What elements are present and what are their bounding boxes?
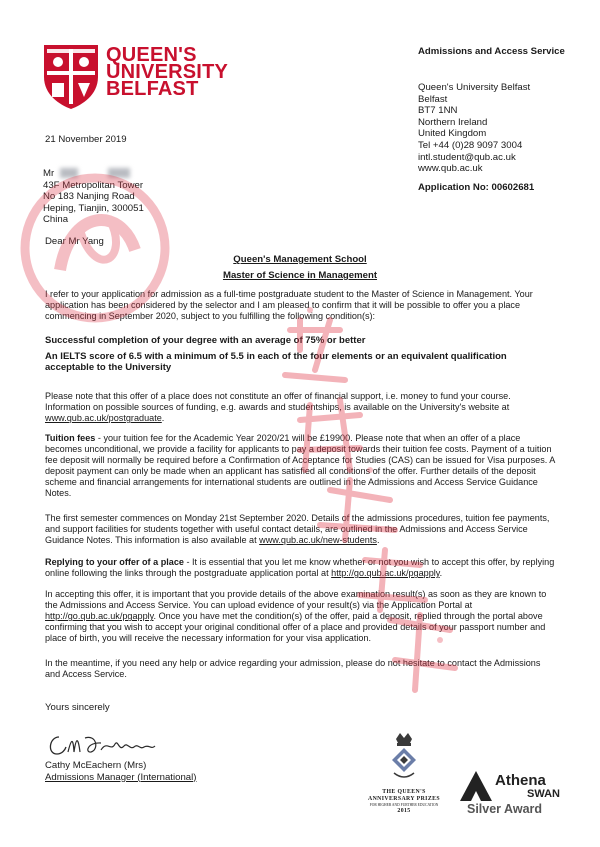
signatory-name: Cathy McEachern (Mrs) xyxy=(45,760,147,771)
address-line: Belfast xyxy=(418,93,448,105)
qap-title-2: ANNIVERSARY PRIZES xyxy=(367,796,440,802)
university-wordmark xyxy=(106,44,229,100)
address-phone: Tel +44 (0)28 9097 3004 xyxy=(418,139,523,151)
recipient-line: China xyxy=(43,214,69,225)
punctuation: . xyxy=(161,413,165,424)
address-website: www.qub.ac.uk xyxy=(418,163,483,175)
meantime-paragraph: In the meantime, if you need any help or advice regarding your admission, please do not hesitate to contact the Admissions and Access Service. xyxy=(45,658,541,680)
qap-subtitle: FOR HIGHER AND FURTHER EDUCATION xyxy=(369,803,439,807)
recipient-line: 43F Metropolitan Tower xyxy=(43,179,144,191)
silver-award-label: Silver Award xyxy=(467,802,543,816)
postgraduate-link[interactable]: www.qub.ac.uk/postgraduate xyxy=(45,413,162,424)
athena-wordmark: Athena xyxy=(495,772,546,789)
swan-wordmark: SWAN xyxy=(527,788,560,800)
salutation: Dear Mr Yang xyxy=(45,236,104,247)
punctuation: . xyxy=(376,535,380,546)
semester-paragraph xyxy=(45,513,557,546)
semester-text: The first semester commences on Monday 21st September 2020. Details of the admissions procedures, tuition fee payments, and support facilities for students together with useful contact details, are outlined in the Admissions and Access Service Guidance Notes. This information is also available at xyxy=(45,513,550,546)
reply-heading: Replying to your offer of a place xyxy=(45,557,184,567)
accepting-text-1: In accepting this offer, it is important that you provide details of the above examination result(s) as soon as they are known to the Admissions and Access Service. You can upload evidence of your result(s) via the Application Portal at xyxy=(45,589,547,611)
signatory-block xyxy=(45,760,196,783)
recipient-line: No 183 Nanjing Road xyxy=(43,191,135,202)
accepting-paragraph xyxy=(45,589,557,644)
wordmark-line-1: QUEEN'S xyxy=(106,44,197,66)
application-number: Application No: 00602681 xyxy=(418,182,535,193)
queens-anniversary-prizes-logo xyxy=(350,729,458,815)
address-line: United Kingdom xyxy=(418,128,487,140)
recipient-title: Mr xyxy=(43,168,55,179)
fees-text: - your tuition fee for the Academic Year 2020/21 will be £19900. Please note that when an offer of a place becomes unconditional, we provide a facility for applicants to pay a deposit towards their tuition fee costs. Payment of a tuition fee deposit will normally be required before a Confirmation of Acceptance for Studies (CAS) can be issued for Visa purposes. A deposit payment can only be made when an applicant has satisfied all conditions of the offer. Further details of the deposit scheme and financial arrangements for international students are outlined in the Admissions and Access Service Guidance Notes. xyxy=(45,433,555,499)
signatory-role: Admissions Manager (International) xyxy=(45,771,197,783)
address-email: intl.student@qub.ac.uk xyxy=(418,151,516,163)
address-line: Queen's University Belfast xyxy=(418,82,531,93)
pgapply-link[interactable]: http://go.qub.ac.uk/pgapply xyxy=(331,568,440,579)
redaction-mark xyxy=(108,168,130,178)
reply-paragraph xyxy=(45,557,557,579)
sender-address xyxy=(418,82,593,175)
recipient-line: Heping, Tianjin, 300051 xyxy=(43,202,144,214)
closing: Yours sincerely xyxy=(45,702,110,713)
signature-image xyxy=(45,728,160,760)
intro-paragraph: I refer to your application for admission as a full-time postgraduate student to the Master of Science in Management. Your application has been considered by the selector and I am pleased to confirm that it will be possible to offer you a place commencing in September 2020, subject to you fulfilling the following condition(s): xyxy=(45,289,533,322)
accepting-text-2: . Once you have met the condition(s) of the offer, paid a deposit, replied through the portal above confirming that you wish to accept your original conditional offer of a place and provided details of your passport number and place of birth, you will receive the necessary information for your visa application. xyxy=(45,611,546,644)
wordmark-line-3: BELFAST xyxy=(106,78,199,100)
funding-text: Please note that this offer of a place does not constitute an offer of financial support, i.e. money to fund your course. Information on possible sources of funding, e.g. awards and studentships, is available on the University's website at xyxy=(45,391,511,413)
university-crest-icon xyxy=(42,43,100,111)
funding-paragraph xyxy=(45,391,557,424)
qap-title-1: THE QUEEN'S xyxy=(382,789,426,795)
punctuation: . xyxy=(439,568,443,579)
condition-2: An IELTS score of 6.5 with a minimum of 5.5 in each of the four elements or an equivalent qualification acceptable to the University xyxy=(45,351,507,374)
crown-emblem-icon xyxy=(384,729,424,785)
reply-text: - It is essential that you let me know whether or not you wish to accept this offer, by replying online following the links through the postgraduate application portal at xyxy=(45,557,555,579)
wordmark-line-2: UNIVERSITY xyxy=(106,61,229,83)
programme-heading: Master of Science in Management xyxy=(222,270,378,281)
sender-service: Admissions and Access Service xyxy=(418,46,565,57)
redaction-mark xyxy=(60,168,78,178)
condition-1: Successful completion of your degree with an average of 75% or better xyxy=(45,335,366,346)
pgapply-link[interactable]: http://go.qub.ac.uk/pgapply xyxy=(45,611,154,622)
fees-heading: Tuition fees xyxy=(45,433,96,443)
new-students-link[interactable]: www.qub.ac.uk/new-students xyxy=(259,535,377,546)
address-line: BT7 1NN xyxy=(418,105,458,117)
qap-year: 2015 xyxy=(397,808,411,814)
letter-date: 21 November 2019 xyxy=(45,134,127,145)
address-line: Northern Ireland xyxy=(418,116,488,128)
fees-paragraph xyxy=(45,433,557,500)
school-heading: Queen's Management School xyxy=(233,254,367,265)
recipient-address xyxy=(43,168,144,226)
